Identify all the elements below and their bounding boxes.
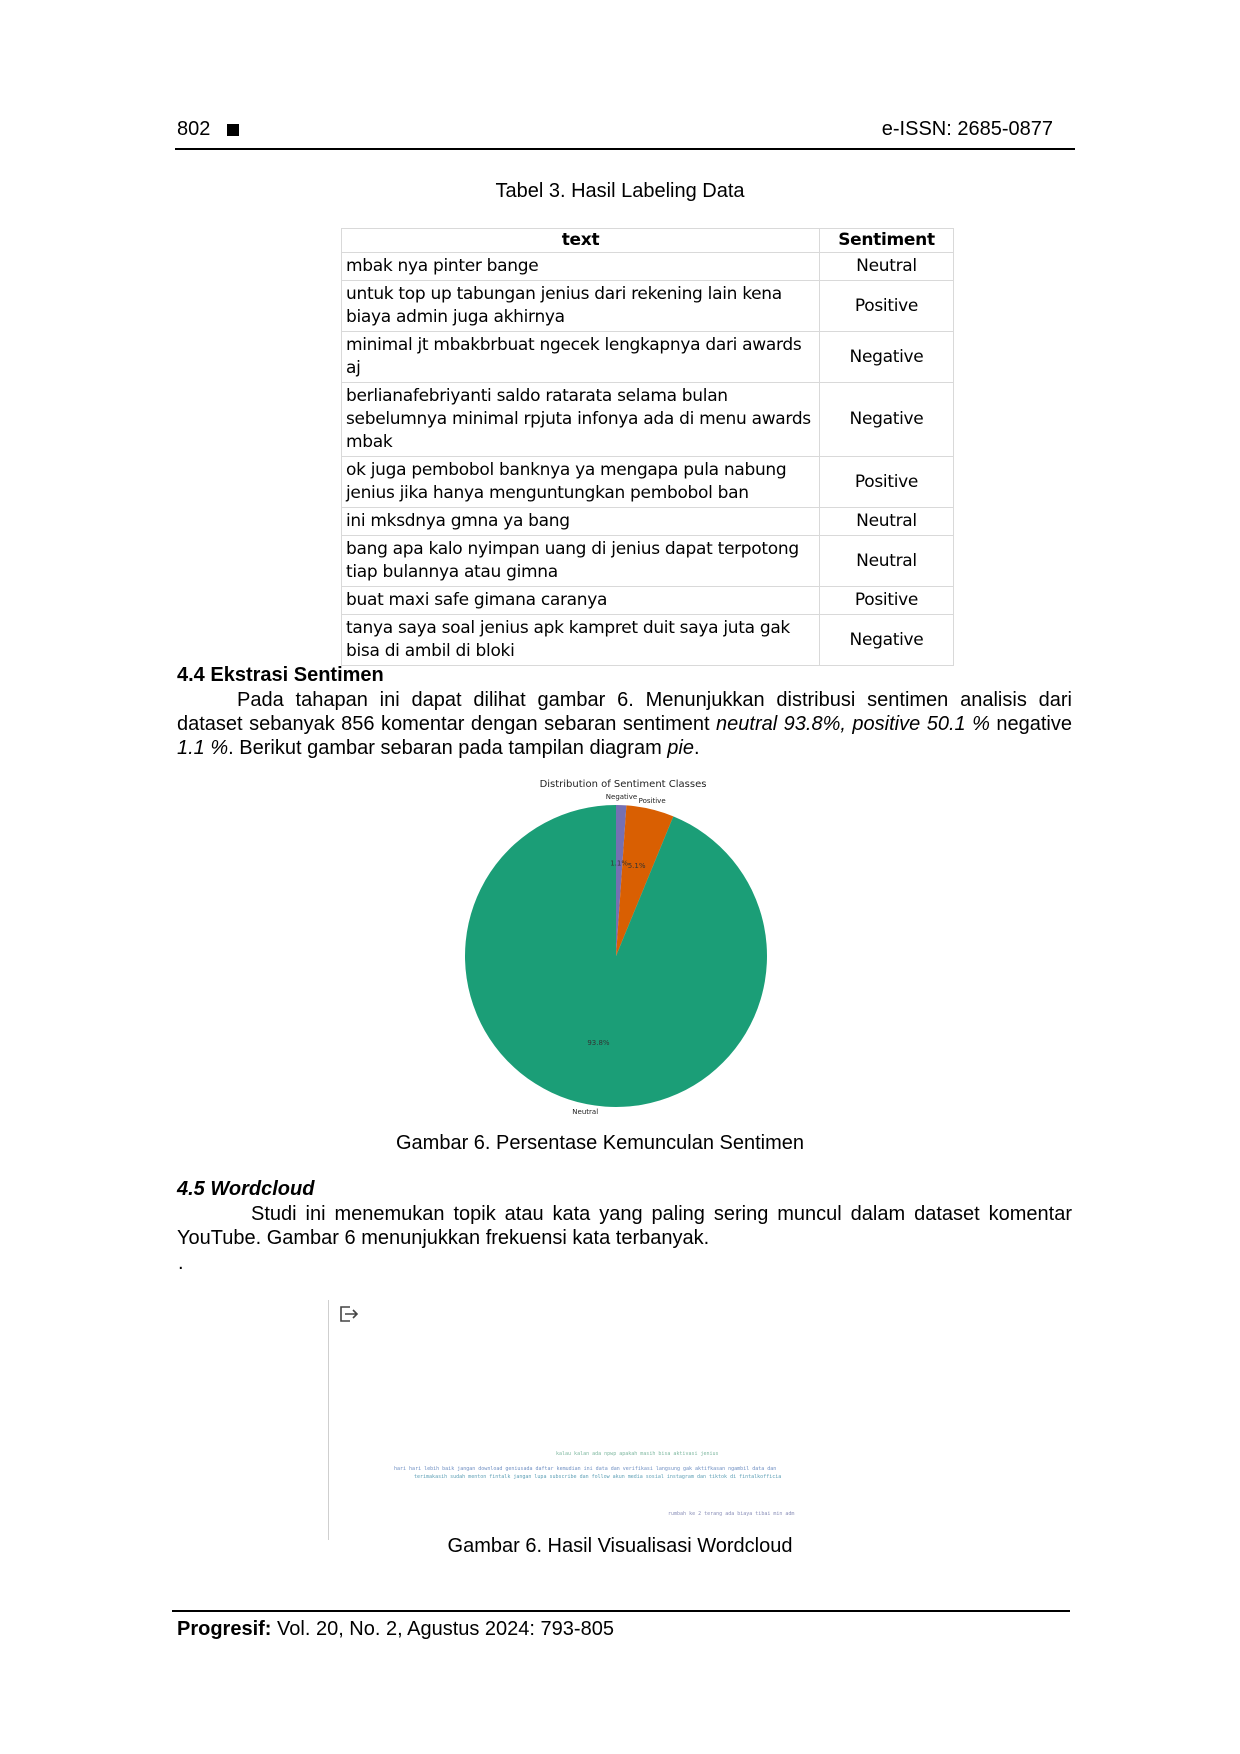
table-row bbox=[342, 332, 954, 383]
stray-dot: . bbox=[178, 1252, 184, 1274]
wordcloud-line-4: rumbah ke 2 terang ada biaya tibai min adm bbox=[668, 1511, 795, 1517]
journal-name: Progresif: bbox=[177, 1618, 272, 1640]
comment-text-cell: tanya saya soal jenius apk kampret duit saya juta gak bisa di ambil di bloki bbox=[342, 615, 820, 666]
wordcloud-line-2: hari hari lebih baik jangan download geniusada daftar kemudian ini data dan verifikasi langsung gak aktifkasan ngambil data dan bbox=[394, 1466, 777, 1472]
para-negative: 1.1 % bbox=[177, 737, 229, 759]
wordcloud-line-1: kalau kalan ada npwp apakah masih bisa aktivasi jenius bbox=[556, 1451, 719, 1457]
header-rule bbox=[175, 148, 1075, 150]
table-row bbox=[342, 383, 954, 457]
table-row bbox=[342, 253, 954, 281]
export-icon[interactable] bbox=[338, 1305, 360, 1323]
section-4-5-paragraph bbox=[177, 1202, 1072, 1250]
comment-text-cell: mbak nya pinter bange bbox=[342, 253, 820, 281]
table-row bbox=[342, 281, 954, 332]
sentiment-pie-chart bbox=[460, 776, 800, 1126]
section-4-5-title: 4.5 Wordcloud bbox=[177, 1178, 315, 1200]
table-row bbox=[342, 508, 954, 536]
comment-text-cell: ini mksdnya gmna ya bang bbox=[342, 508, 820, 536]
sentiment-cell: Negative bbox=[820, 332, 954, 383]
footer bbox=[177, 1618, 614, 1641]
pie-title: Distribution of Sentiment Classes bbox=[539, 779, 707, 790]
pie-pct-label-positive: 5.1% bbox=[627, 861, 646, 870]
sentiment-cell: Neutral bbox=[820, 253, 954, 281]
wordcloud-panel-border bbox=[328, 1300, 329, 1540]
sentiment-cell: Negative bbox=[820, 615, 954, 666]
para-text-1: Pada tahapan ini dapat dilihat gambar 6. Menunjukkan distribusi sentimen analisis dari dataset sebanyak 856 komentar dengan sebaran sentiment bbox=[177, 689, 1072, 735]
para-text-2: negative bbox=[989, 713, 1073, 735]
sentiment-cell: Neutral bbox=[820, 508, 954, 536]
comment-text-cell: berlianafebriyanti saldo ratarata selama bulan sebelumnya minimal rpjuta infonya ada di menu awards mbak bbox=[342, 383, 820, 457]
comment-text-cell: buat maxi safe gimana caranya bbox=[342, 587, 820, 615]
figure-6-caption: Gambar 6. Persentase Kemunculan Sentimen bbox=[396, 1132, 804, 1154]
table-row bbox=[342, 536, 954, 587]
table-caption: Tabel 3. Hasil Labeling Data bbox=[495, 180, 745, 202]
para-neutral-positive: neutral 93.8%, positive 50.1 % bbox=[716, 713, 990, 735]
pie-category-label-negative: Negative bbox=[605, 793, 638, 802]
pie-pct-label-negative: 1.1% bbox=[610, 859, 629, 868]
page-number: 802 bbox=[177, 118, 211, 140]
issn: e-ISSN: 2685-0877 bbox=[881, 118, 1053, 140]
table-row bbox=[342, 615, 954, 666]
journal-details: Vol. 20, No. 2, Agustus 2024: 793-805 bbox=[271, 1618, 614, 1640]
sentiment-cell: Positive bbox=[820, 587, 954, 615]
sentiment-cell: Positive bbox=[820, 281, 954, 332]
wordcloud-caption: Gambar 6. Hasil Visualisasi Wordcloud bbox=[447, 1535, 793, 1557]
table-row bbox=[342, 457, 954, 508]
pie-slice-neutral bbox=[465, 805, 767, 1107]
table-row bbox=[342, 587, 954, 615]
table-header-row bbox=[342, 229, 954, 253]
sentiment-cell: Negative bbox=[820, 383, 954, 457]
para-text-3: . Berikut gambar sebaran pada tampilan diagram bbox=[228, 737, 668, 759]
comment-text-cell: bang apa kalo nyimpan uang di jenius dapat terpotong tiap bulannya atau gimna bbox=[342, 536, 820, 587]
column-header-text: text bbox=[342, 229, 820, 253]
section-4-4-title: 4.4 Ekstrasi Sentimen bbox=[177, 664, 384, 686]
comment-text-cell: ok juga pembobol banknya ya mengapa pula nabung jenius jika hanya menguntungkan pembobol ban bbox=[342, 457, 820, 508]
table-body bbox=[342, 253, 954, 666]
pie-category-label-positive: Positive bbox=[638, 797, 666, 806]
wordcloud-line-3: terimakasih sudah menton fintalk jangan lupa subscribe dan follow akun media sosial instagram dan tiktok di fintalkofficia bbox=[414, 1474, 782, 1480]
pie-pct-label-neutral: 93.8% bbox=[587, 1038, 610, 1047]
comment-text-cell: minimal jt mbakbrbuat ngecek lengkapnya dari awards aj bbox=[342, 332, 820, 383]
footer-rule bbox=[172, 1610, 1070, 1612]
sentiment-cell: Neutral bbox=[820, 536, 954, 587]
para-text-4: . bbox=[694, 737, 700, 759]
column-header-sentiment: Sentiment bbox=[820, 229, 954, 253]
comment-text-cell: untuk top up tabungan jenius dari rekening lain kena biaya admin juga akhirnya bbox=[342, 281, 820, 332]
para-pie: pie bbox=[667, 737, 694, 759]
pie-category-label-neutral: Neutral bbox=[572, 1107, 599, 1116]
section-4-4-paragraph bbox=[177, 688, 1072, 760]
header-square-icon bbox=[227, 124, 239, 136]
wordcloud-para-text: Studi ini menemukan topik atau kata yang paling sering muncul dalam dataset komentar YouTube. Gambar 6 menunjukkan frekuensi kata terbanyak. bbox=[177, 1203, 1072, 1249]
sentiment-cell: Positive bbox=[820, 457, 954, 508]
labeling-table bbox=[341, 228, 954, 666]
